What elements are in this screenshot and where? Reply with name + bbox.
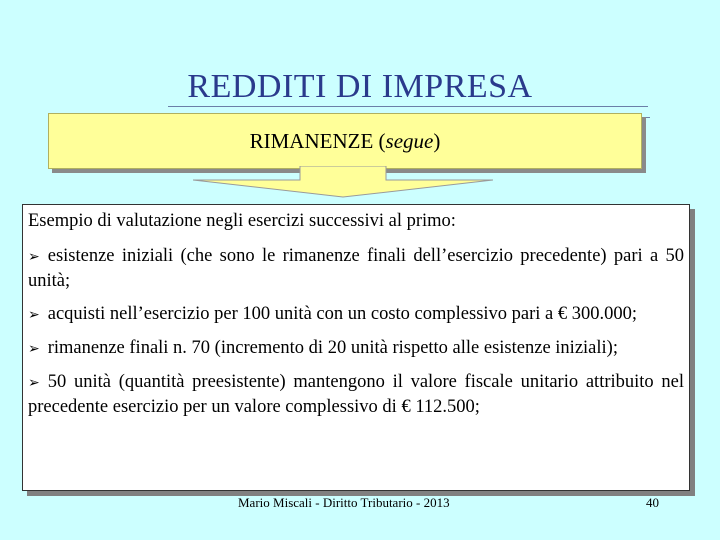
- list-item-text: acquisti nell’esercizio per 100 unità con un costo complessivo pari a € 300.000;: [47, 304, 638, 324]
- arrowhead-bullet-icon: ➢: [28, 249, 40, 265]
- title-underline: [168, 106, 648, 107]
- section-banner: [48, 113, 642, 169]
- slide-footer: [0, 495, 720, 515]
- content-box: [22, 204, 690, 491]
- banner-emphasis: segue: [385, 128, 434, 153]
- arrowhead-bullet-icon: ➢: [28, 307, 40, 323]
- arrowhead-bullet-icon: ➢: [28, 341, 40, 357]
- list-item: [28, 336, 684, 361]
- list-item: [28, 244, 684, 293]
- arrowhead-bullet-icon: ➢: [28, 375, 40, 391]
- list-item-text: esistenze iniziali (che sono le rimanenze finali dell’esercizio precedente) pari a 50 unità;: [28, 246, 684, 291]
- banner-close: ): [433, 128, 441, 153]
- list-item: [28, 370, 684, 419]
- page-number: 40: [646, 495, 659, 510]
- down-arrow-icon: [193, 166, 493, 198]
- banner-text: RIMANENZE (: [249, 128, 386, 153]
- list-item-text: 50 unità (quantità preesistente) mantengono il valore fiscale unitario attribuito nel precedente esercizio per un valore complessivo di € 112.500;: [28, 372, 684, 417]
- slide-title: REDDITI DI IMPRESA: [187, 68, 533, 105]
- intro-text: Esempio di valutazione negli esercizi successivi al primo:: [28, 211, 456, 231]
- list-item-text: rimanenze finali n. 70 (incremento di 20 unità rispetto alle esistenze iniziali);: [47, 338, 618, 358]
- footer-text: Mario Miscali - Diritto Tributario - 2013: [238, 495, 450, 510]
- list-item: [28, 302, 684, 327]
